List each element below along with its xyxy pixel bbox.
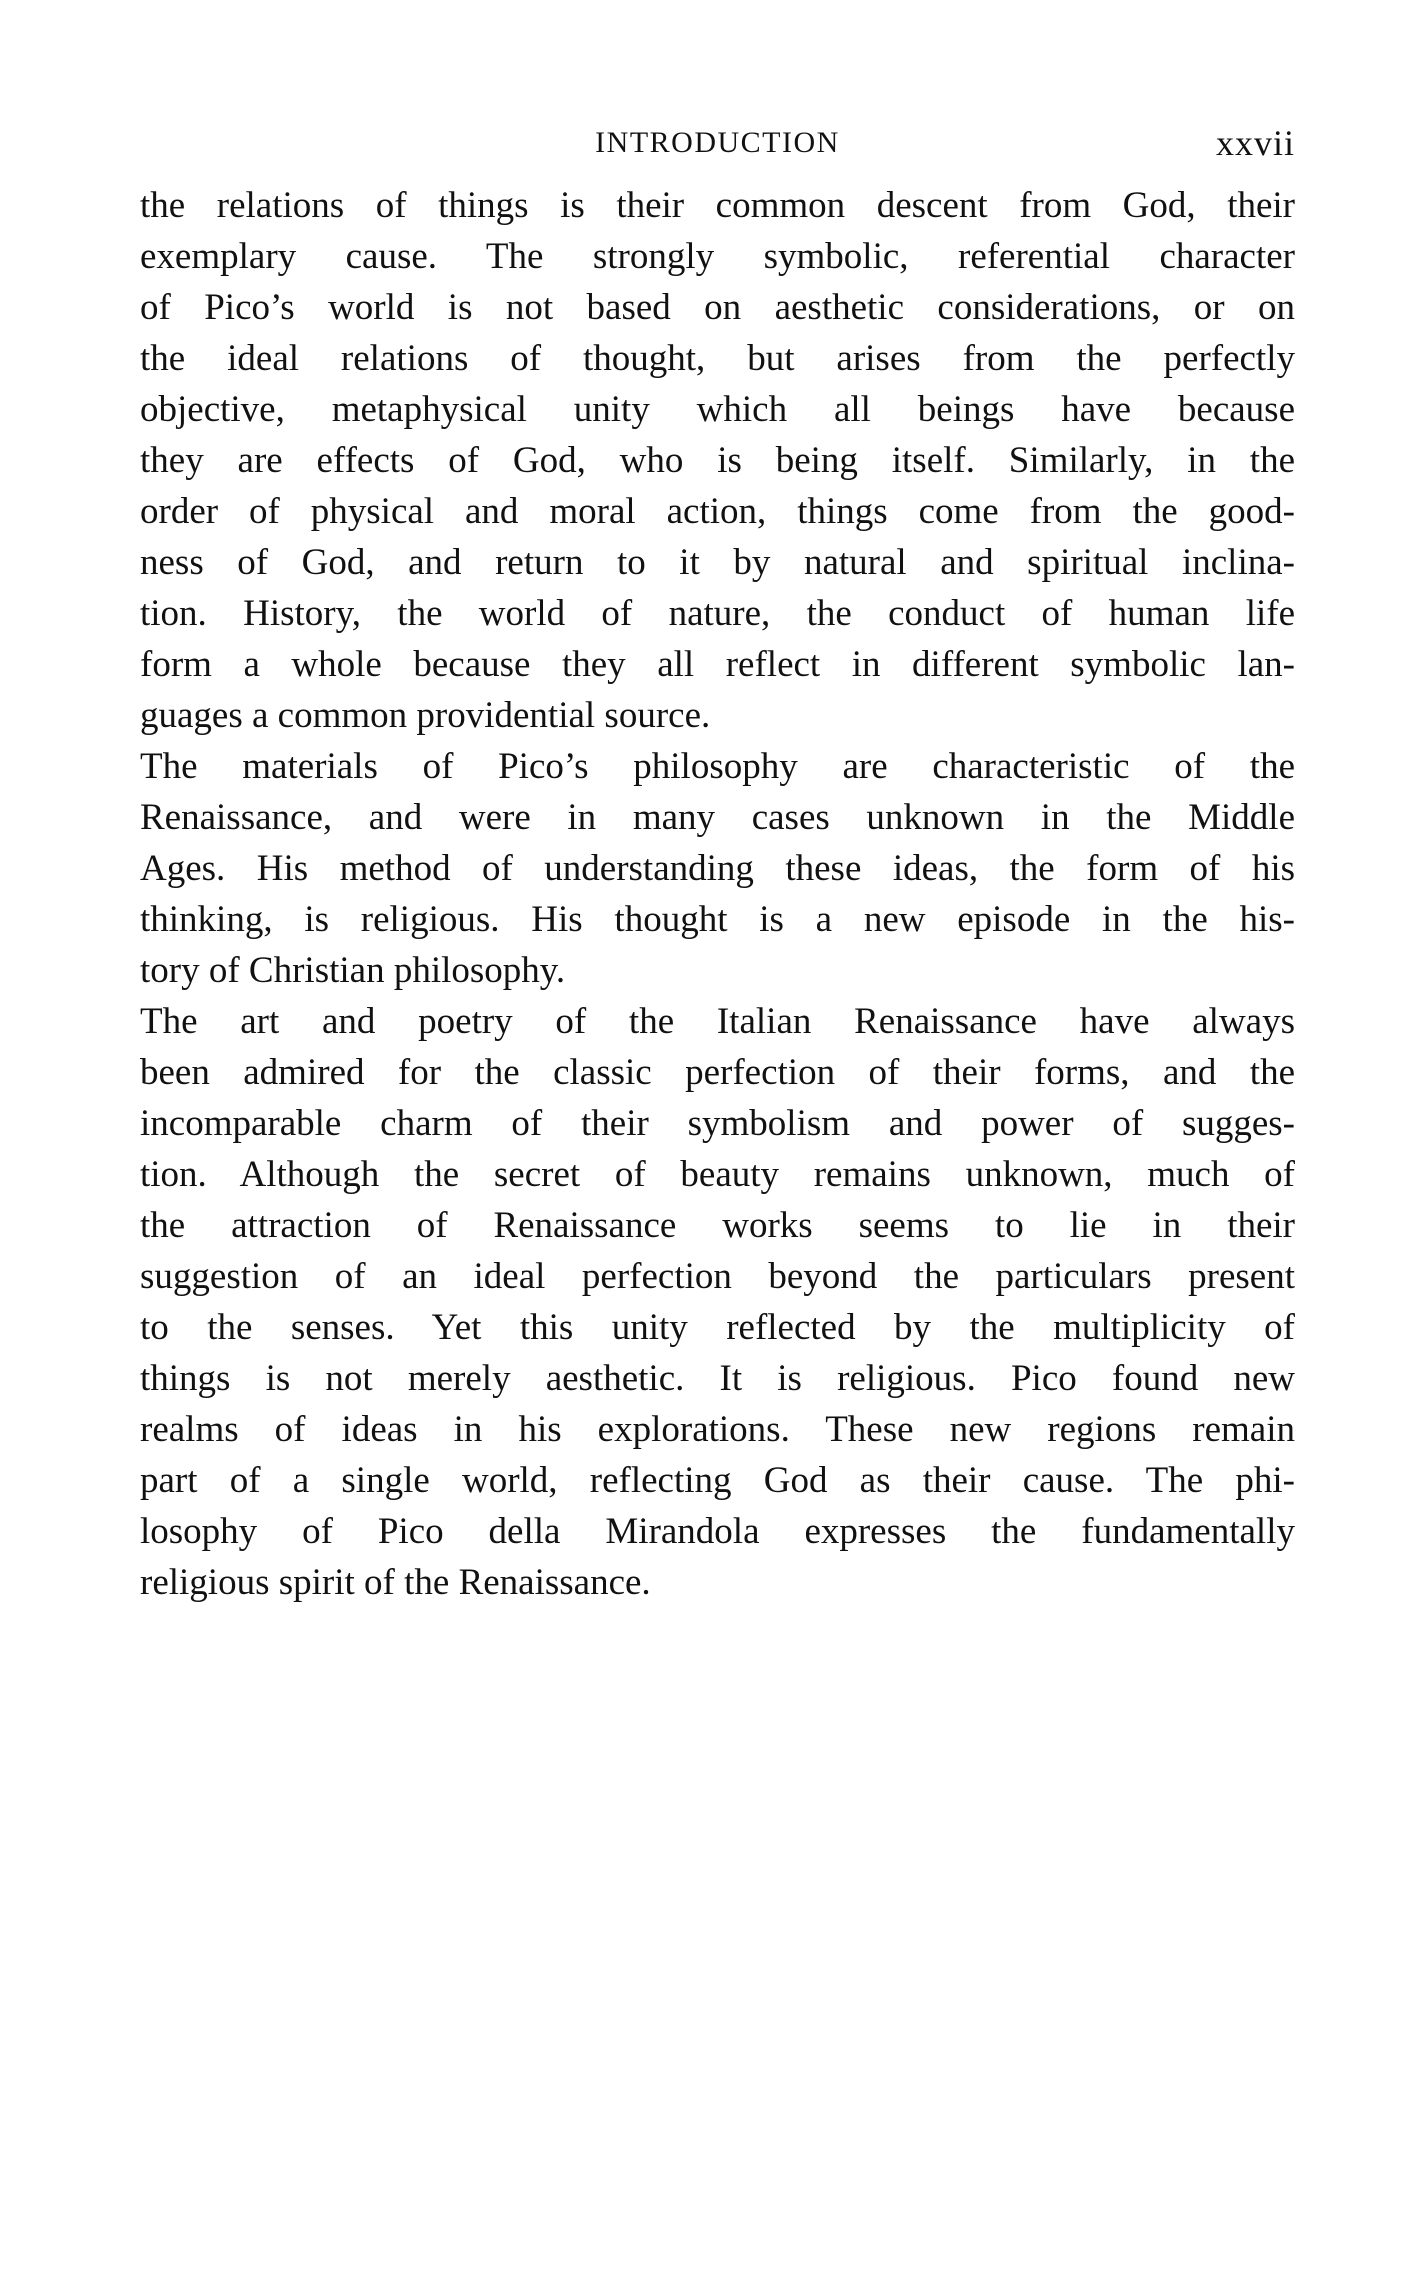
text-line: realms of ideas in his explorations. These new regions remain xyxy=(140,1409,1295,1450)
running-head xyxy=(140,118,1295,168)
text-line: form a whole because they all reflect in different symbolic lan- xyxy=(140,644,1295,685)
text-line: they are effects of God, who is being itself. Similarly, in the xyxy=(140,440,1295,481)
text-line: religious spirit of the Renaissance. xyxy=(140,1562,651,1603)
text-line: exemplary cause. The strongly symbolic, referential character xyxy=(140,236,1295,277)
text-line: tory of Christian philosophy. xyxy=(140,950,566,991)
text-line: thinking, is religious. His thought is a new episode in the his- xyxy=(140,899,1295,940)
text-line: guages a common providential source. xyxy=(140,695,711,736)
text-line: objective, metaphysical unity which all beings have because xyxy=(140,389,1295,430)
text-line: order of physical and moral action, things come from the good- xyxy=(140,491,1295,532)
text-line: Renaissance, and were in many cases unknown in the Middle xyxy=(140,797,1295,838)
text-line: been admired for the classic perfection of their forms, and the xyxy=(140,1052,1295,1093)
text-line: of Pico’s world is not based on aesthetic considerations, or on xyxy=(140,287,1295,328)
text-line: the attraction of Renaissance works seems to lie in their xyxy=(140,1205,1295,1246)
text-line: the ideal relations of thought, but arises from the perfectly xyxy=(140,338,1295,379)
text-line: Ages. His method of understanding these ideas, the form of his xyxy=(140,848,1295,889)
text-line: things is not merely aesthetic. It is religious. Pico found new xyxy=(140,1358,1295,1399)
text-line: losophy of Pico della Mirandola expresses the fundamentally xyxy=(140,1511,1295,1552)
text-line: The materials of Pico’s philosophy are characteristic of the xyxy=(140,746,1295,787)
text-line: tion. Although the secret of beauty remains unknown, much of xyxy=(140,1154,1295,1195)
text-line: ness of God, and return to it by natural and spiritual inclina- xyxy=(140,542,1295,583)
text-line: incomparable charm of their symbolism and power of sugges- xyxy=(140,1103,1295,1144)
text-line: to the senses. Yet this unity reflected by the multiplicity of xyxy=(140,1307,1295,1348)
text-line: The art and poetry of the Italian Renaissance have always xyxy=(140,1001,1295,1042)
page-number: xxvii xyxy=(1215,123,1295,163)
text-line: the relations of things is their common descent from God, their xyxy=(140,185,1295,226)
text-line: part of a single world, reflecting God as their cause. The phi- xyxy=(140,1460,1295,1501)
text-line: tion. History, the world of nature, the conduct of human life xyxy=(140,593,1295,634)
section-title: INTRODUCTION xyxy=(595,126,840,159)
text-line: suggestion of an ideal perfection beyond the particulars present xyxy=(140,1256,1295,1297)
